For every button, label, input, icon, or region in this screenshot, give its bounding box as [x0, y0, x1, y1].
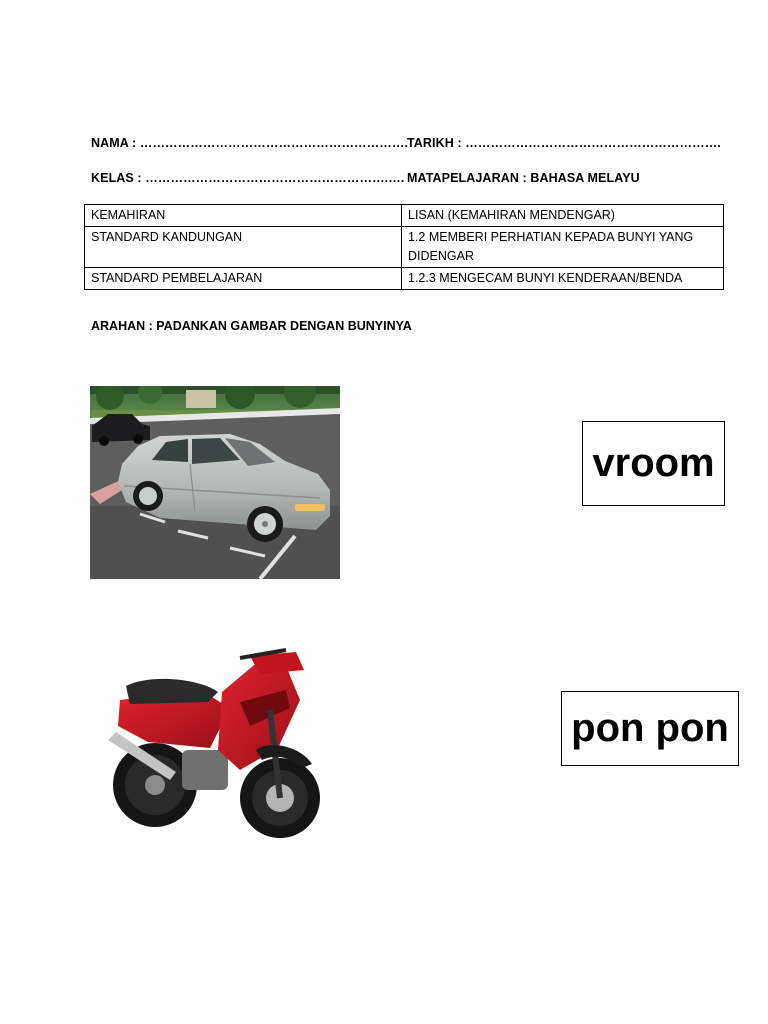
- table-cell-value: LISAN (KEMAHIRAN MENDENGAR): [402, 205, 724, 227]
- table-cell-value: 1.2.3 MENGECAM BUNYI KENDERAAN/BENDA: [402, 268, 724, 290]
- table-cell-value: 1.2 MEMBERI PERHATIAN KEPADA BUNYI YANG DIDENGAR: [402, 227, 724, 268]
- nama-field: NAMA : ……………………………………………………….: [91, 136, 409, 150]
- tarikh-field: TARIKH : …………………………………………………….: [407, 136, 721, 150]
- sound-word-text: pon pon: [571, 706, 729, 750]
- table-row: [85, 205, 724, 227]
- sound-word-box: [582, 421, 725, 506]
- sound-word-box: [561, 691, 739, 766]
- car-photo: [90, 386, 340, 579]
- matapelajaran-field: MATAPELAJARAN : BAHASA MELAYU: [407, 171, 640, 185]
- sound-word-text: vroom: [592, 441, 715, 485]
- table-row: [85, 268, 724, 290]
- motorcycle-photo: [90, 630, 330, 854]
- table-cell-label: STANDARD PEMBELAJARAN: [85, 268, 402, 290]
- table-row: [85, 227, 724, 268]
- table-cell-label: KEMAHIRAN: [85, 205, 402, 227]
- kelas-field: KELAS : ………………………………………………….….: [91, 171, 405, 185]
- instruction-text: ARAHAN : PADANKAN GAMBAR DENGAN BUNYINYA: [91, 319, 412, 333]
- info-table: [84, 204, 724, 290]
- table-cell-label: STANDARD KANDUNGAN: [85, 227, 402, 268]
